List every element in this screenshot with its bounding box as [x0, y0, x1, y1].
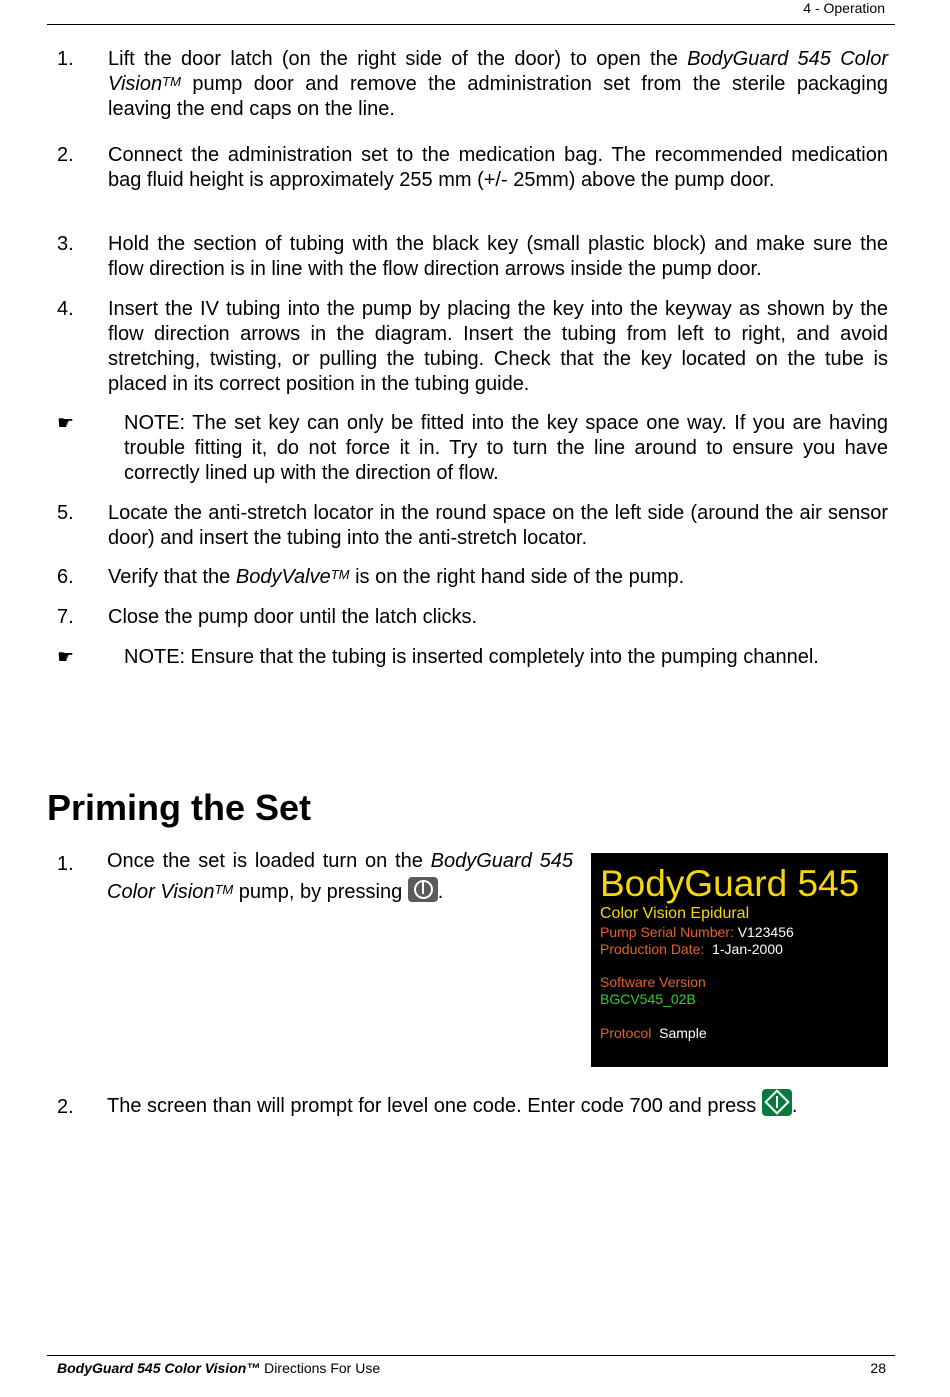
step-6: [57, 565, 888, 590]
footer-doc-title: BodyGuard 545 Color Vision™ Directions For Use: [57, 1360, 381, 1376]
priming-step-1: [57, 846, 573, 908]
page-number: 28: [870, 1360, 886, 1376]
product-name: BodyGuard 545 Color Vision: [108, 48, 888, 95]
step-7: [57, 605, 888, 630]
screen-software-value: BGCV545_02B: [600, 991, 696, 1007]
step-text: Connect the administration set to the medication bag. The recommended medication bag fluid height is approximately 255 mm (+/- 25mm) above the pump door.: [108, 144, 888, 191]
note-2: [57, 645, 888, 670]
step-number: 2.: [57, 144, 74, 166]
step-number: 6.: [57, 566, 74, 588]
enter-button-icon: [762, 1089, 792, 1116]
step-number: 3.: [57, 233, 74, 255]
step-text: Hold the section of tubing with the black key (small plastic block) and make sure the flow direction is in line with the flow direction arrows inside the pump door.: [108, 233, 888, 280]
power-button-icon: [408, 877, 438, 902]
step-text: Lift the door latch (on the right side of the door) to open the BodyGuard 545 Color Vision™ pump door and remove the administration set from the sterile packaging leaving the end caps on the line.: [108, 48, 888, 120]
screen-model-name: BodyGuard 545: [600, 863, 860, 904]
step-number: 5.: [57, 502, 74, 524]
step-text: Insert the IV tubing into the pump by placing the key into the keyway as shown by the flow direction arrows in the diagram. Insert the tubing from left to right, and avoid stretching, twisting, or pulling the tubing. Check that the key located on the tube is placed in its correct position in the tubing guide.: [108, 298, 888, 395]
step-text: Verify that the BodyValve™ is on the right hand side of the pump.: [108, 566, 685, 588]
step-1: [57, 47, 888, 122]
header-rule: [47, 24, 895, 25]
screen-variant: Color Vision Epidural: [600, 905, 750, 922]
screen-software-label: Software Version: [600, 974, 706, 990]
header-section: 4 - Operation: [803, 0, 885, 16]
step-text: Once the set is loaded turn on the BodyGuard 545 Color Vision™ pump, by pressing .: [107, 850, 573, 903]
priming-step-2: [57, 1089, 888, 1122]
step-2: [57, 143, 888, 193]
footer-rule: [47, 1355, 895, 1356]
step-3: [57, 232, 888, 282]
step-number: 1.: [57, 853, 74, 875]
pointing-hand-icon: ☛: [57, 647, 75, 668]
screen-protocol-row: Protocol Sample: [600, 1025, 707, 1041]
section-title: Priming the Set: [47, 787, 312, 828]
screen-date-row: Production Date: 1-Jan-2000: [600, 941, 783, 957]
step-text: Locate the anti-stretch locator in the round space on the left side (around the air sensor door) and insert the tubing into the anti-stretch locator.: [108, 502, 888, 549]
note-1: [57, 411, 888, 486]
note-text: NOTE: Ensure that the tubing is inserted completely into the pumping channel.: [124, 646, 819, 668]
step-number: 1.: [57, 48, 74, 70]
step-text: The screen than will prompt for level one code. Enter code 700 and press .: [107, 1089, 888, 1122]
step-number: 7.: [57, 606, 74, 628]
step-5: [57, 501, 888, 551]
note-text: NOTE: The set key can only be fitted into the key space one way. If you are having trouble fitting it, do not force it in. Try to turn the line around to ensure you have correctly lined up with the direction of flow.: [124, 412, 888, 484]
step-number: 4.: [57, 298, 74, 320]
screen-serial-row: Pump Serial Number: V123456: [600, 924, 794, 940]
pointing-hand-icon: ☛: [57, 413, 75, 434]
step-4: [57, 297, 888, 397]
product-name: BodyGuard 545 Color Vision: [107, 850, 573, 903]
step-text: Close the pump door until the latch clicks.: [108, 606, 478, 628]
pump-screen-display: [591, 853, 888, 1067]
product-name: BodyValve: [235, 566, 331, 588]
step-number: 2.: [57, 1096, 74, 1118]
